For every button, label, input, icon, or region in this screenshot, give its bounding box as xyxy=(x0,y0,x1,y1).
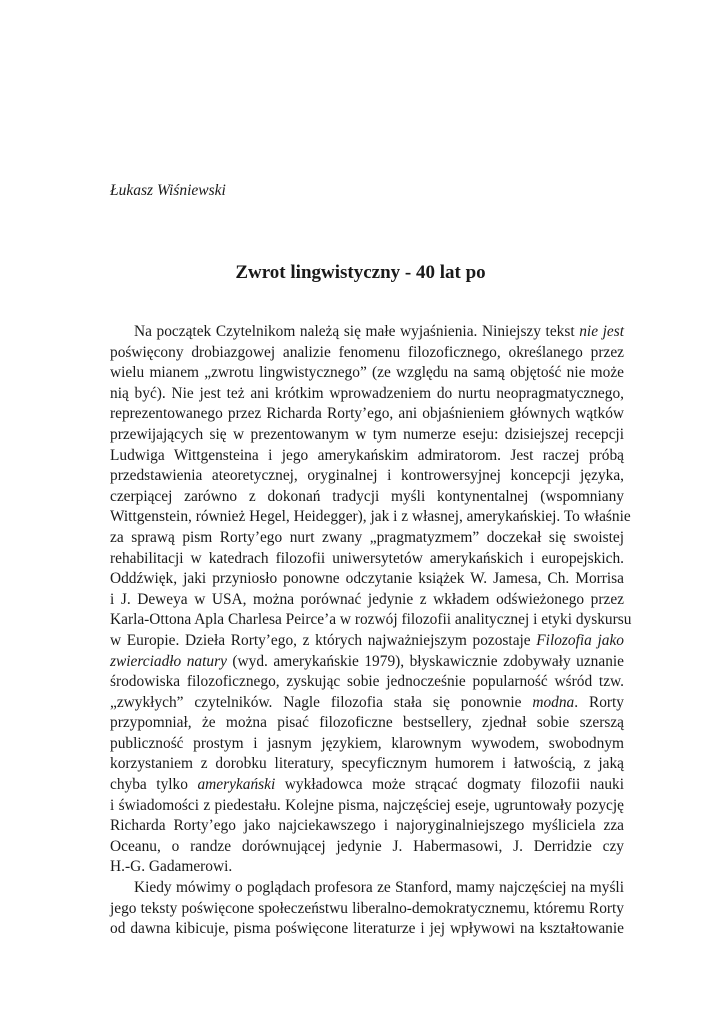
text-line xyxy=(110,363,624,384)
text-line xyxy=(110,631,624,652)
italic-phrase: Filozofia jako xyxy=(536,631,624,649)
text-run: i świadomości z piedestału. Kolejne pisma, najczęściej eseje, ugruntowały pozycję xyxy=(110,796,624,814)
text-line xyxy=(110,384,624,405)
text-run: Ludwiga Wittgensteina i jego amerykańskim admiratorom. Jest raczej próbą xyxy=(110,446,624,464)
text-run: H.-G. Gadamerowi. xyxy=(110,858,233,876)
text-line xyxy=(110,754,624,775)
text-run: za sprawą pism Rorty’ego nurt zwany „pragmatyzmem” doczekał się swoistej xyxy=(110,528,624,546)
text-run: poświęcony drobiazgowej analizie fenomenu filozoficznego, określanego przez xyxy=(110,343,624,361)
text-run: Richarda Rorty’ego jako najciekawszego i najoryginalniejszego myśliciela zza xyxy=(110,817,624,835)
italic-phrase: modna xyxy=(532,693,575,711)
text-run: korzystaniem z dorobku literatury, specyficznym humorem i łatwością, z jaką xyxy=(110,755,624,773)
text-run: Na początek Czytelnikom należą się małe wyjaśnienia. Niniejszy tekst xyxy=(134,323,580,340)
body-paragraph xyxy=(110,878,624,940)
text-line xyxy=(110,466,624,487)
text-run: Oceanu, o randze dorównującej jedynie J. Habermasowi, J. Derridzie czy xyxy=(110,837,624,855)
author-name: Łukasz Wiśniewski xyxy=(110,182,226,199)
text-line xyxy=(110,610,632,631)
text-line xyxy=(110,899,624,920)
text-line xyxy=(110,343,624,364)
text-run: Kiedy mówimy o poglądach profesora ze Stanford, mamy najczęściej na myśli xyxy=(134,879,624,897)
text-line xyxy=(110,919,624,940)
text-line xyxy=(110,857,624,878)
text-line xyxy=(110,816,624,837)
text-run: przewijających się w prezentowanym w tym numerze eseju: dzisiejszej recepcji xyxy=(110,425,624,443)
text-run: jego teksty poświęcone społeczeństwu liberalno-demokratycznemu, któremu Rorty xyxy=(110,899,624,917)
text-run: reprezentowanego przez Richarda Rorty’ego, ani objaśnieniem głównych wątków xyxy=(110,405,624,423)
text-line xyxy=(110,693,624,714)
text-line xyxy=(110,487,624,508)
text-run: Oddźwięk, jaki przyniosło ponowne odczytanie książek W. Jamesa, Ch. Morrisa xyxy=(110,570,624,588)
text-line xyxy=(110,734,624,755)
text-run: Wittgenstein, również Hegel, Heidegger), jak i z własnej, amerykańskiej. To właśnie xyxy=(110,508,631,526)
text-line xyxy=(110,672,624,693)
body-paragraph xyxy=(110,322,632,878)
text-line xyxy=(110,404,624,425)
text-line xyxy=(110,425,624,446)
text-run: od dawna kibicuje, pisma poświęcone literaturze i jej wpływowi na kształtowanie xyxy=(110,920,624,938)
article-body xyxy=(110,322,632,940)
text-line xyxy=(110,569,624,590)
text-line xyxy=(110,446,624,467)
italic-phrase: nie jest xyxy=(579,323,624,340)
text-line xyxy=(110,775,624,796)
text-run: wykładowca może strącać dogmaty filozofii nauki xyxy=(275,776,624,794)
text-run: „zwykłych” czytelników. Nagle filozofia stała się ponownie xyxy=(110,693,533,711)
article-title: Zwrot lingwistyczny - 40 lat po xyxy=(235,262,486,283)
text-run: Karla-Ottona Apla Charlesa Peirce’a w rozwój filozofii analitycznej i etyki dyskursu xyxy=(110,611,632,629)
text-line xyxy=(110,713,624,734)
text-line xyxy=(110,549,624,570)
text-line xyxy=(110,528,624,549)
text-line xyxy=(110,322,624,343)
text-run: (wyd. amerykańskie 1979), błyskawicznie zdobywały uznanie xyxy=(226,652,625,670)
text-line xyxy=(110,837,624,858)
text-run: . Rorty xyxy=(574,693,624,711)
text-run: środowiska filozoficznego, zyskując sobie jednocześnie popularność wśród tzw. xyxy=(110,673,624,691)
text-line xyxy=(110,507,631,528)
text-run: rehabilitacji w katedrach filozofii uniwersytetów amerykańskich i europejskich. xyxy=(110,549,624,567)
text-run: nią być). Nie jest też ani krótkim wprowadzeniem do nurtu neopragmatycznego, xyxy=(110,384,624,402)
text-line xyxy=(110,796,624,817)
text-run: wielu mianem „zwrotu lingwistycznego” (ze względu na samą objętość nie może xyxy=(110,364,624,382)
italic-phrase: zwierciadło natury xyxy=(110,652,227,670)
text-run: czerpiącej zarówno z dokonań tradycji myśli kontynentalnej (wspomniany xyxy=(110,487,624,505)
text-run: chyba tylko xyxy=(110,776,198,794)
text-line xyxy=(110,652,624,673)
text-run: w Europie. Dzieła Rorty’ego, z których najważniejszym pozostaje xyxy=(110,631,537,649)
text-run: przedstawienia ateoretycznej, oryginalnej i kontrowersyjnej koncepcji języka, xyxy=(110,467,624,485)
text-run: przypomniał, że można pisać filozoficzne bestsellery, zjednał sobie szerszą xyxy=(110,714,624,732)
text-run: i J. Deweya w USA, można porównać jedynie z wkładem odświeżonego przez xyxy=(110,590,624,608)
text-line xyxy=(110,590,624,611)
italic-phrase: amerykański xyxy=(197,776,276,794)
text-line xyxy=(110,878,624,899)
text-run: publiczność prostym i jasnym językiem, klarownym wywodem, swobodnym xyxy=(110,734,624,752)
